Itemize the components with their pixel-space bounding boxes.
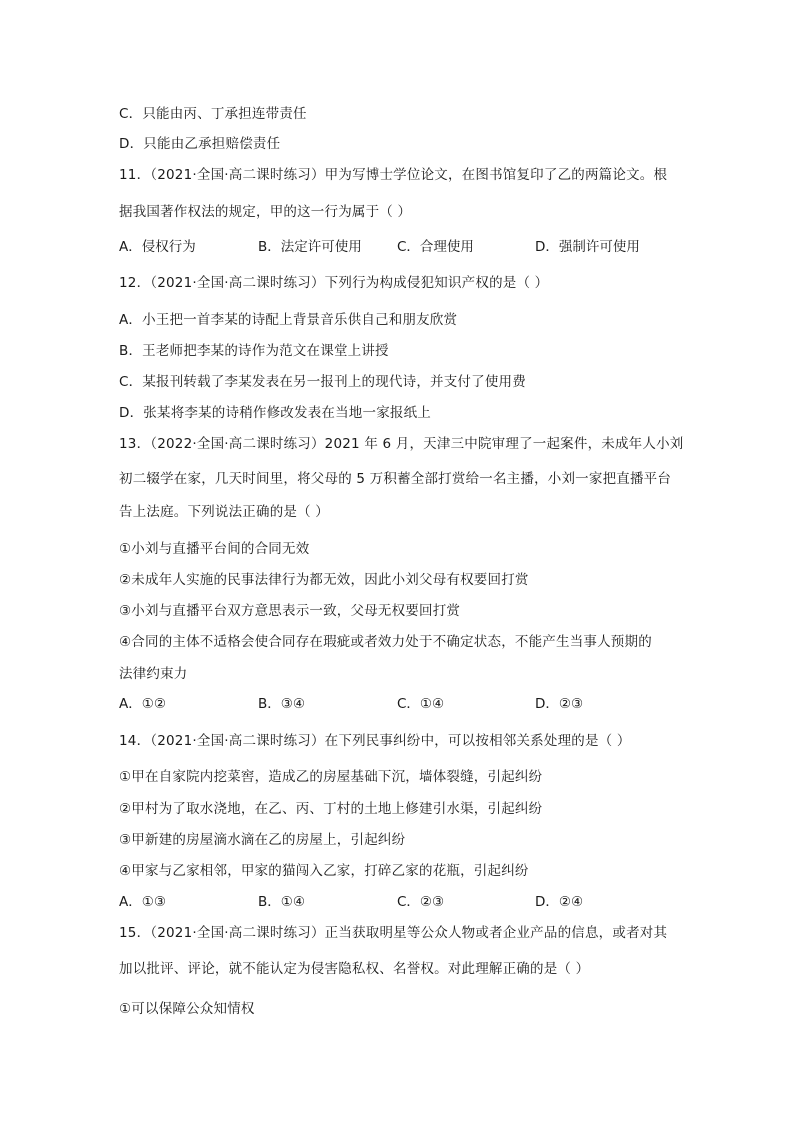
q14-statement-2: ②甲村为了取水浇地，在乙、丙、丁村的土地上修建引水渠，引起纠纷 xyxy=(119,801,543,817)
q13-option-b: B．③④ xyxy=(258,696,305,712)
q14-statement-1: ①甲在自家院内挖菜窖，造成乙的房屋基础下沉，墙体裂缝，引起纠纷 xyxy=(119,769,543,785)
q10-option-d: D．只能由乙承担赔偿责任 xyxy=(119,136,281,152)
q13-option-a: A．①② xyxy=(119,696,166,712)
q11-stem-line-2: 据我国著作权法的规定，甲的这一行为属于（ ） xyxy=(119,204,412,220)
q14-option-d: D．②④ xyxy=(535,894,584,910)
q12-stem-line-1: 12．（2021·全国·高二课时练习）下列行为构成侵犯知识产权的是（ ） xyxy=(119,275,549,291)
q11-stem-line-1: 11．（2021·全国·高二课时练习）甲为写博士学位论文，在图书馆复印了乙的两篇论文。根 xyxy=(119,167,668,183)
q15-stem-line-1: 15．（2021·全国·高二课时练习）正当获取明星等公众人物或者企业产品的信息，或者对其 xyxy=(119,925,668,941)
q14-option-b: B．①④ xyxy=(258,894,305,910)
q14-statement-4: ④甲家与乙家相邻，甲家的猫闯入乙家，打碎乙家的花瓶，引起纠纷 xyxy=(119,863,529,879)
q11-option-d: D．强制许可使用 xyxy=(535,239,640,255)
q15-statement-1: ①可以保障公众知情权 xyxy=(119,1001,255,1017)
q14-stem-line-1: 14．（2021·全国·高二课时练习）在下列民事纠纷中，可以按相邻关系处理的是（ ） xyxy=(119,733,631,749)
q13-statement-1: ①小刘与直播平台间的合同无效 xyxy=(119,541,310,557)
q10-option-c: C．只能由丙、丁承担连带责任 xyxy=(119,106,307,122)
q13-statement-2: ②未成年人实施的民事法律行为都无效，因此小刘父母有权要回打赏 xyxy=(119,572,529,588)
q13-option-c: C．①④ xyxy=(397,696,445,712)
q14-statement-3: ③甲新建的房屋滴水滴在乙的房屋上，引起纠纷 xyxy=(119,832,406,848)
q15-stem-line-2: 加以批评、评论，就不能认定为侵害隐私权、名誉权。对此理解正确的是（ ） xyxy=(119,961,590,977)
q13-statement-3: ③小刘与直播平台双方意思表示一致，父母无权要回打赏 xyxy=(119,603,461,619)
q13-option-d: D．②③ xyxy=(535,696,584,712)
q11-option-c: C．合理使用 xyxy=(397,239,474,255)
q11-option-b: B．法定许可使用 xyxy=(258,239,362,255)
q13-stem-line-1: 13．（2022·全国·高二课时练习）2021 年 6 月，天津三中院审理了一起案件，未成年人小刘 xyxy=(119,436,684,452)
q14-option-c: C．②③ xyxy=(397,894,445,910)
q13-stem-line-2: 初二辍学在家，几天时间里，将父母的 5 万积蓄全部打赏给一名主播，小刘一家把直播平台 xyxy=(119,471,672,487)
q13-statement-4-cont: 法律约束力 xyxy=(119,666,188,682)
q13-statement-4: ④合同的主体不适格会使合同存在瑕疵或者效力处于不确定状态，不能产生当事人预期的 xyxy=(119,634,652,650)
q12-option-a: A．小王把一首李某的诗配上背景音乐供自己和朋友欣赏 xyxy=(119,312,458,328)
q11-option-a: A．侵权行为 xyxy=(119,239,196,255)
q14-option-a: A．①③ xyxy=(119,894,166,910)
q12-option-c: C．某报刊转载了李某发表在另一报刊上的现代诗，并支付了使用费 xyxy=(119,374,526,390)
q13-stem-line-3: 告上法庭。下列说法正确的是（ ） xyxy=(119,504,329,520)
q12-option-d: D．张某将李某的诗稍作修改发表在当地一家报纸上 xyxy=(119,405,431,421)
q12-option-b: B．王老师把李某的诗作为范文在课堂上讲授 xyxy=(119,343,389,359)
